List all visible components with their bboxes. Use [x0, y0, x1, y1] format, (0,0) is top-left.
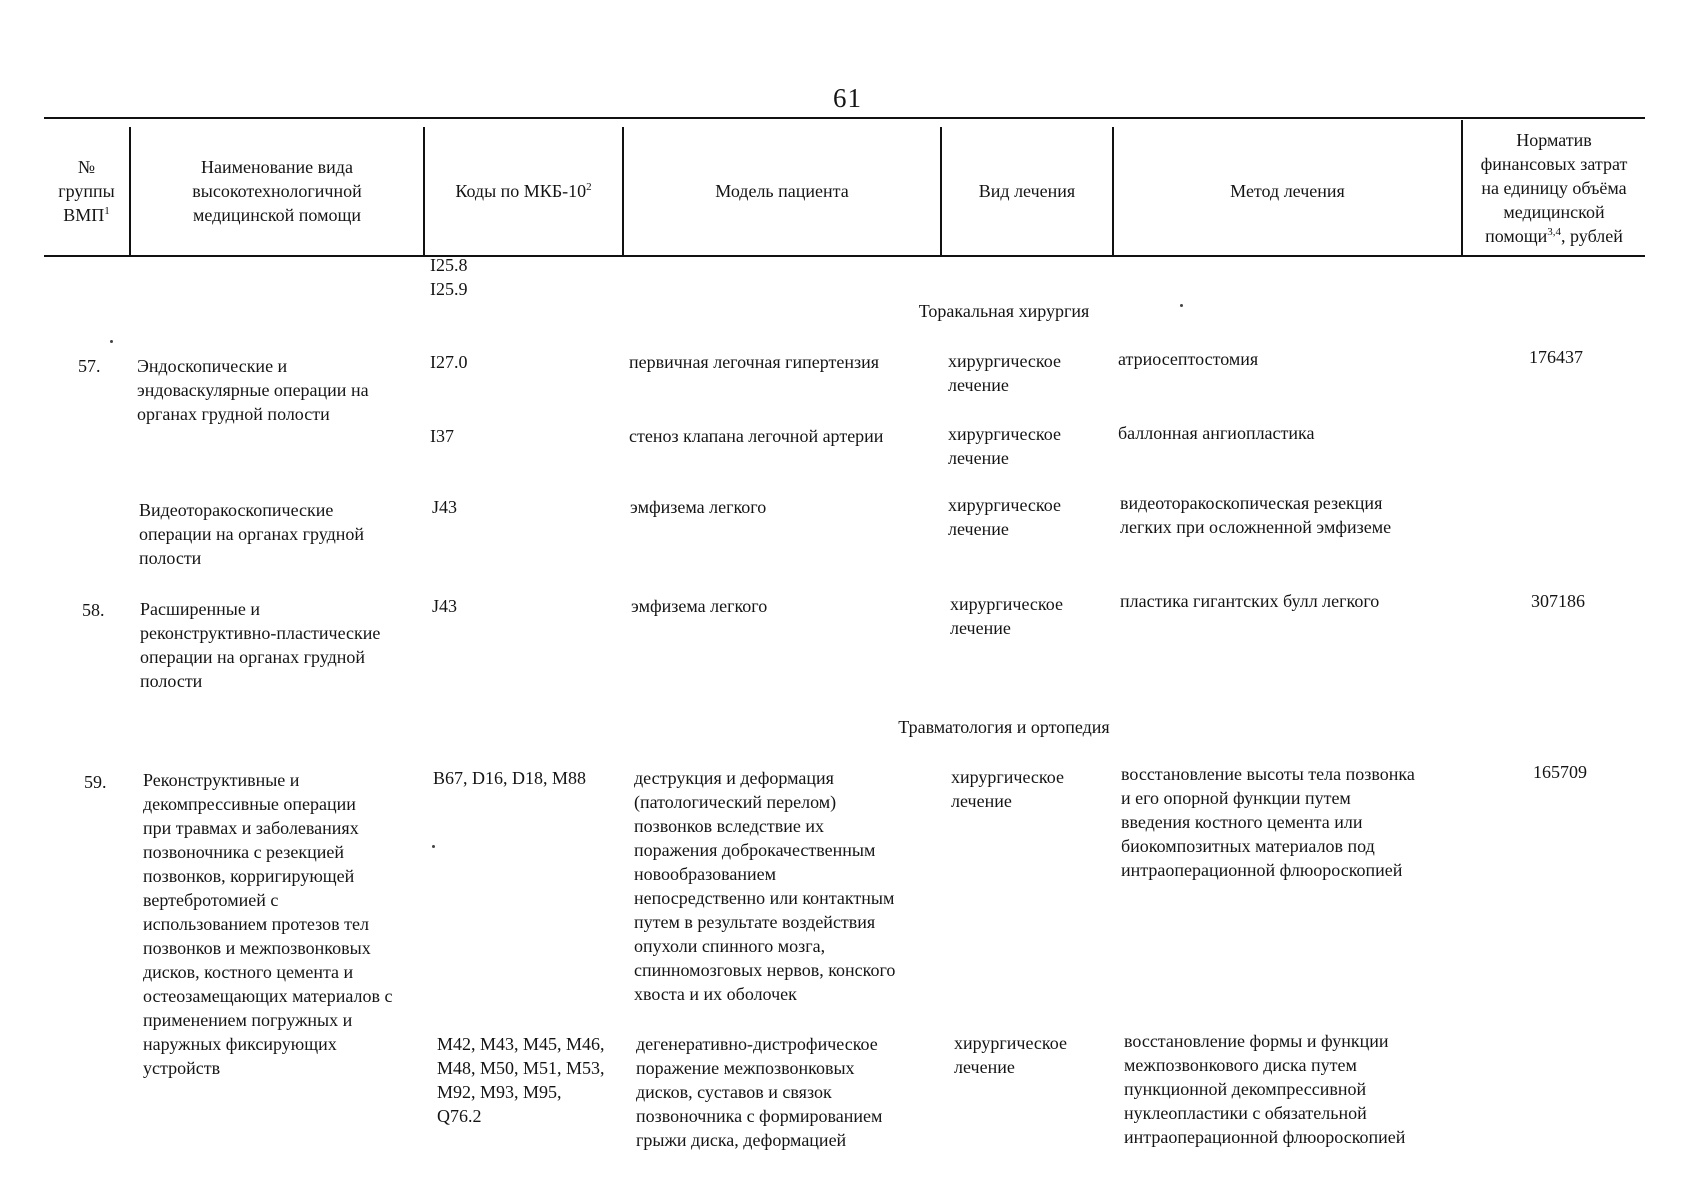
care-type-name: Эндоскопические и эндоваскулярные операции на органах грудной полости	[137, 356, 369, 424]
care-type-name: Реконструктивные и декомпрессивные операции при травмах и заболеваниях позвоночника с резекцией позвонков, корригирующей вертебротомией с использованием протезов тел позвонков и межпозвонковых дисков, костного цемента и остеозамещающих материалов с применением погружных и наружных фиксирующих устройств	[143, 770, 393, 1078]
header-treatment-type: Вид лечения	[978, 181, 1076, 201]
treatment-type: хирургическое лечение	[954, 1033, 1067, 1077]
treatment-method: видеоторакоскопическая резекция легких при осложненной эмфиземе	[1120, 493, 1392, 537]
scan-speck	[432, 845, 435, 848]
icd-code: M42, M43, M45, M46, M48, M50, M51, M53, M92, M93, M95, Q76.2	[437, 1034, 605, 1126]
scan-speck	[110, 340, 113, 343]
treatment-method: пластика гигантских булл легкого	[1120, 591, 1380, 611]
treatment-type: хирургическое лечение	[951, 767, 1064, 811]
patient-model: первичная легочная гипертензия	[629, 352, 880, 372]
page-number: 61	[833, 83, 862, 113]
header-group-number: № группы ВМП$^1$	[58, 157, 115, 225]
treatment-type: хирургическое лечение	[948, 424, 1061, 468]
treatment-method: атриосептостомия	[1118, 349, 1259, 369]
treatment-method: баллонная ангиопластика	[1118, 423, 1315, 443]
header-cost-norm: Норматив финансовых затрат на единицу объёма медицинской помощи$^{3,4}$, рублей	[1480, 129, 1628, 246]
group-number: 57.	[78, 356, 101, 376]
treatment-method: восстановление высоты тела позвонка и его опорной функции путем введения костного цемента или биокомпозитных материалов под интраоперационной флюороскопией	[1121, 764, 1415, 880]
section-title-traumatology: Травматология и ортопедия	[898, 717, 1110, 737]
cost-norm: 307186	[1531, 591, 1585, 611]
header-care-type-name: Наименование вида высокотехнологичной медицинской помощи	[192, 157, 362, 225]
treatment-type: хирургическое лечение	[948, 495, 1061, 539]
scan-speck	[1180, 304, 1183, 307]
icd-code: J43	[432, 596, 458, 616]
patient-model: стеноз клапана легочной артерии	[629, 426, 884, 446]
treatment-method: восстановление формы и функции межпозвонкового диска путем пункционной декомпрессивной нуклеопластики с обязательной интраоперационной флюороскопией	[1124, 1031, 1406, 1147]
treatment-type: хирургическое лечение	[948, 351, 1061, 395]
patient-model: дегенеративно-дистрофическое поражение межпозвонковых дисков, суставов и связок позвоночника с формированием грыжи диска, деформацией	[636, 1034, 883, 1150]
patient-model: деструкция и деформация (патологический перелом) позвонков вследствие их поражения доброкачественным новообразованием непосредственно или контактным путем в результате воздействия опухоли спинного мозга, спинномозговых нервов, конского хвоста и их оболочек	[634, 768, 896, 1004]
care-type-name: Расширенные и реконструктивно-пластические операции на органах грудной полости	[140, 599, 381, 691]
section-title-thoracic: Торакальная хирургия	[918, 301, 1090, 321]
patient-model: эмфизема легкого	[630, 497, 767, 517]
cost-norm: 165709	[1533, 762, 1587, 782]
icd-code: I27.0	[430, 352, 468, 372]
care-type-name: Видеоторакоскопические операции на органах грудной полости	[139, 500, 365, 568]
treatment-type: хирургическое лечение	[950, 594, 1063, 638]
icd-code: I37	[430, 426, 454, 446]
patient-model: эмфизема легкого	[631, 596, 768, 616]
icd-code: J43	[432, 497, 458, 517]
carryover-codes: I25.8 I25.9	[430, 255, 468, 299]
header-patient-model: Модель пациента	[715, 181, 849, 201]
header-icd-codes: Коды по МКБ-$10^2$	[455, 181, 592, 201]
group-number: 59.	[84, 772, 107, 792]
cost-norm: 176437	[1529, 347, 1583, 367]
header-treatment-method: Метод лечения	[1230, 181, 1345, 201]
group-number: 58.	[82, 600, 105, 620]
icd-code: B67, D16, D18, M88	[433, 768, 587, 788]
